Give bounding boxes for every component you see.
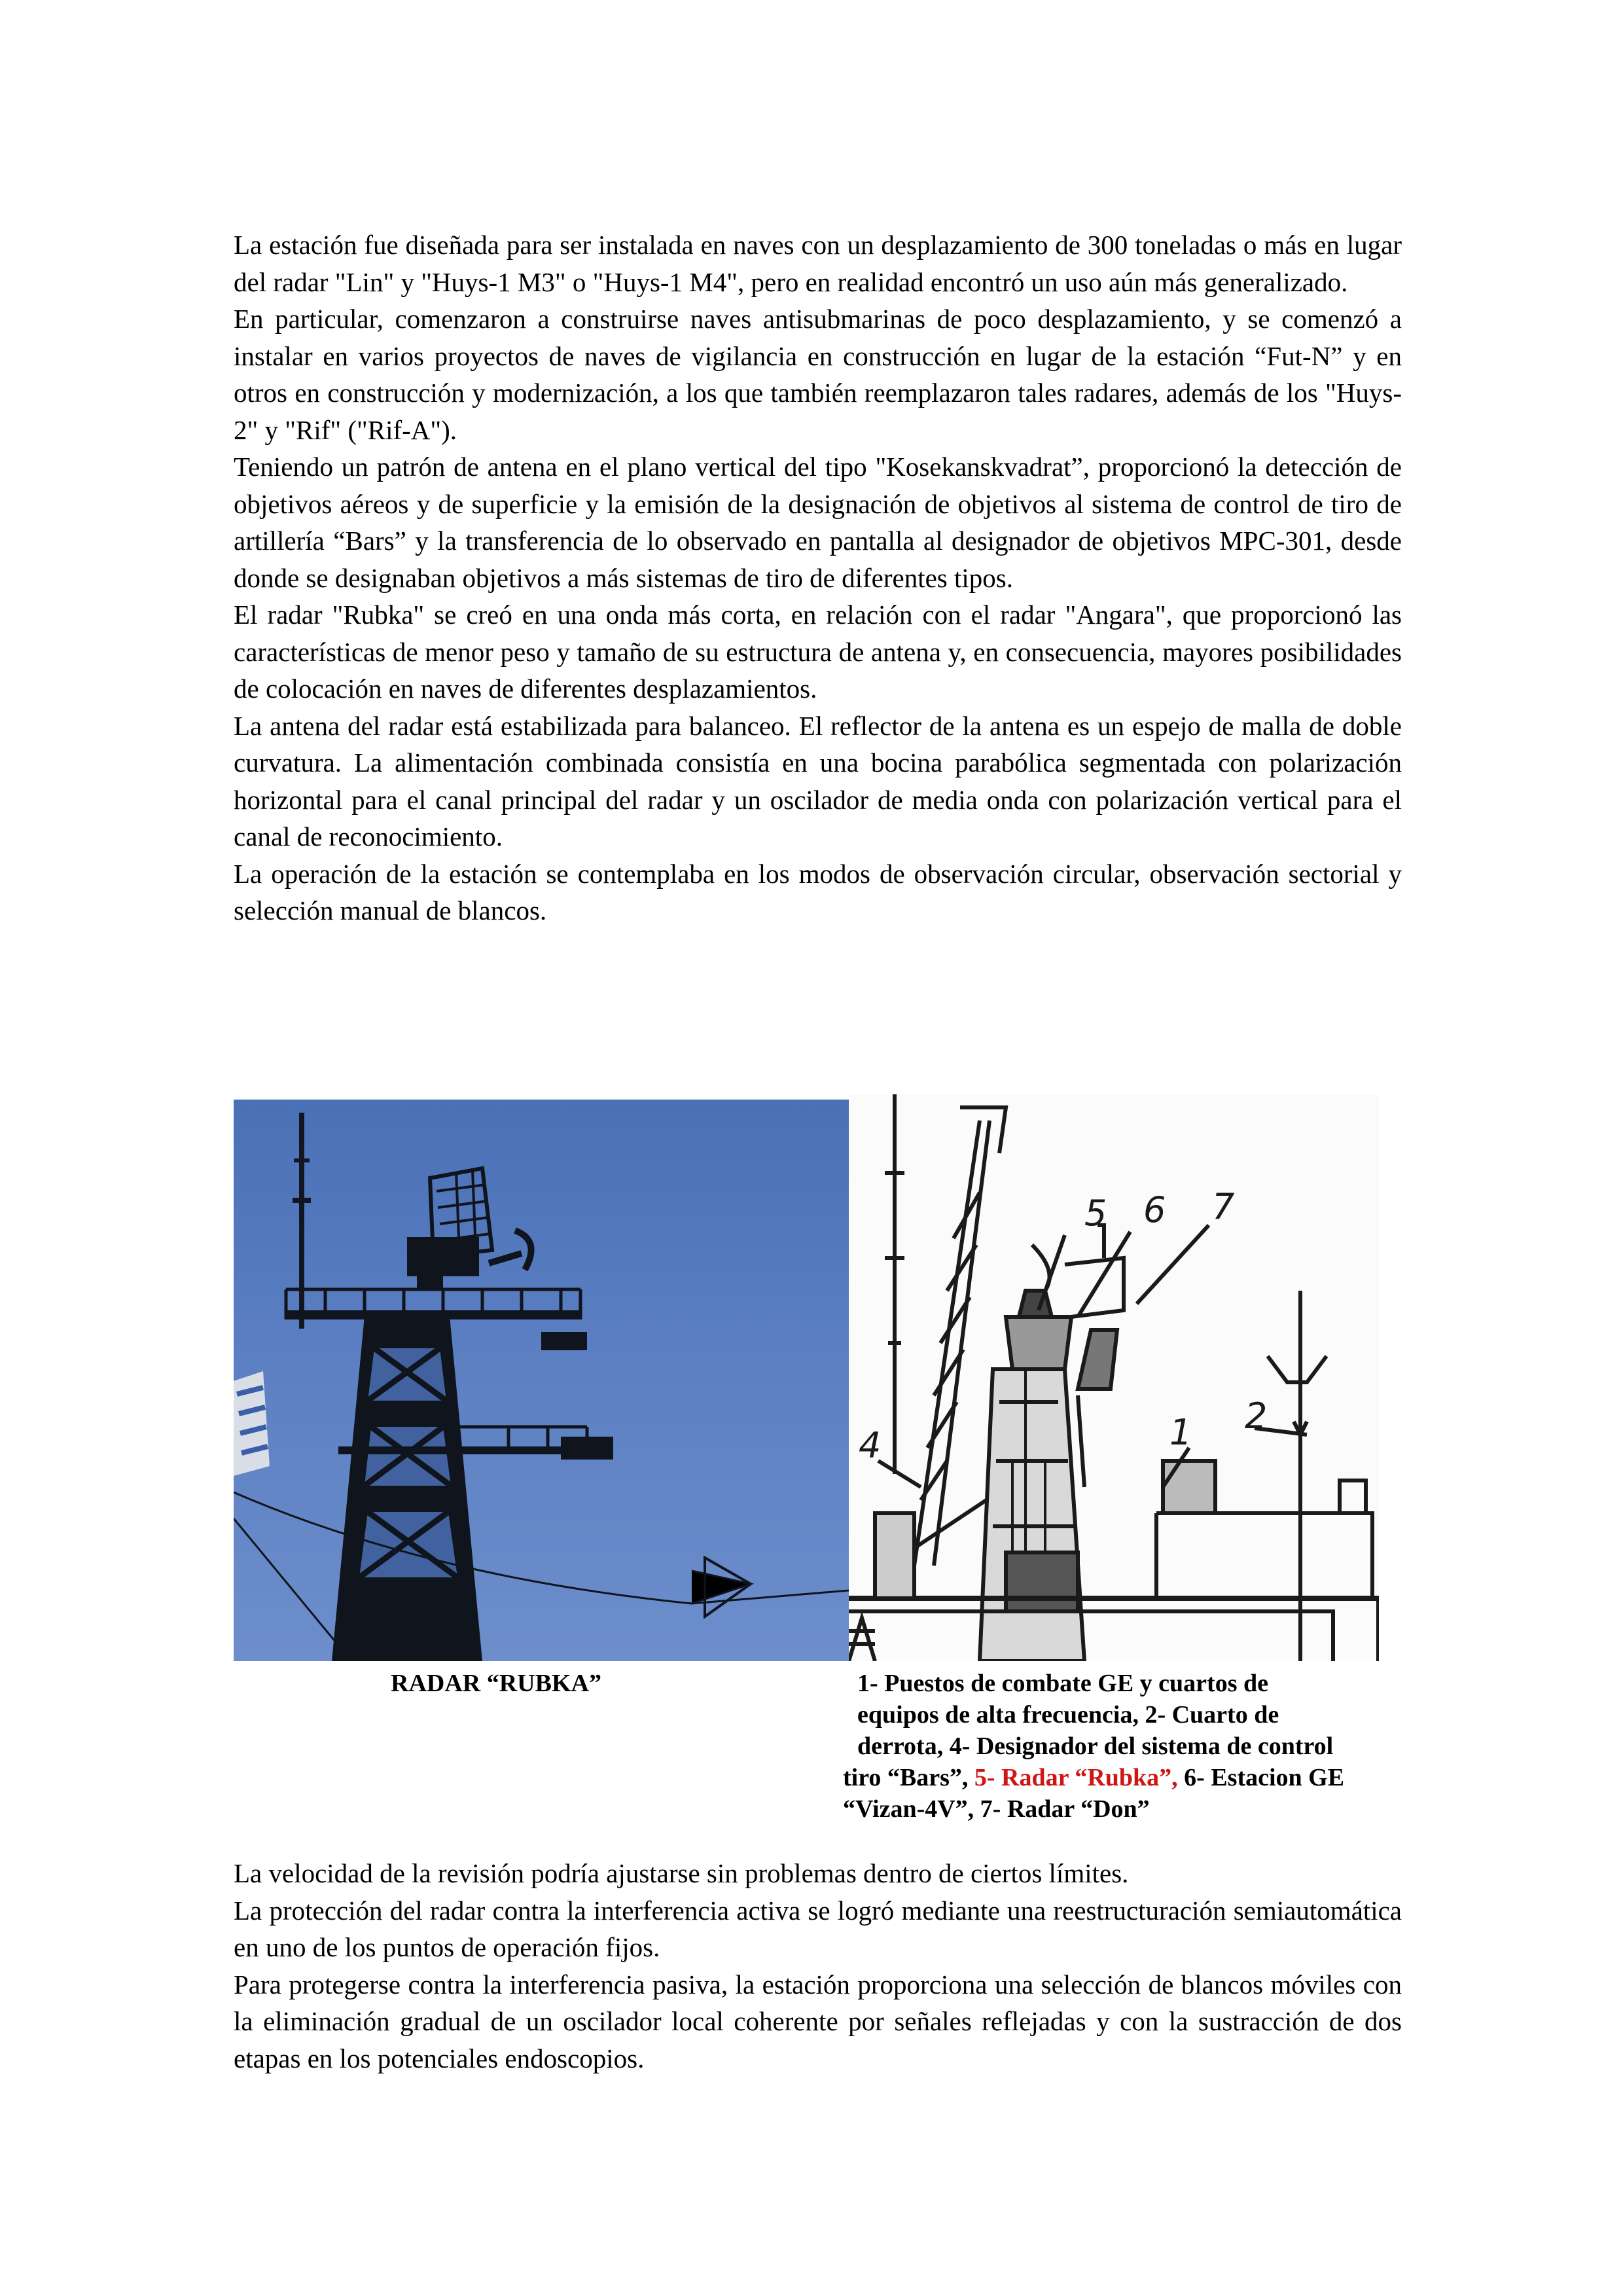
paragraph: El radar "Rubka" se creó en una onda más corta, en relación con el radar "Angara", que proporcionó las características de menor peso y tamaño de su estructura de antena y, en consecuencia, mayores posibilidades de colocación en naves de diferentes desplazamientos. bbox=[234, 600, 1402, 704]
legend-line: equipos de alta frecuencia, 2- Cuarto de bbox=[857, 1701, 1279, 1729]
legend-line bbox=[843, 1762, 1406, 1793]
drawing-label-6: 6 bbox=[1143, 1189, 1166, 1230]
mast-schematic-illustration bbox=[849, 1094, 1379, 1661]
paragraph: Teniendo un patrón de antena en el plano vertical del tipo "Kosekanskvadrat”, proporcionó la detección de objetivos aéreos y de superficie y la emisión de la designación de objetivos al sistema de control de tiro de artillería “Bars” y la transferencia de lo observado en pantalla al designador de objetivos MPC-301, desde donde se designaban objetivos a más sistemas de tiro de diferentes tipos. bbox=[234, 452, 1402, 593]
paragraph: La protección del radar contra la interferencia activa se logró mediante una reestructuración semiautomática en uno de los puntos de operación fijos. bbox=[234, 1895, 1402, 1962]
paragraph: En particular, comenzaron a construirse naves antisubmarinas de poco desplazamiento, y se comenzó a instalar en varios proyectos de naves de vigilancia en construcción en lugar de la estación “Fut-N” y en otros en construcción y modernización, a los que también reemplazaron tales radares, además de los "Huys-2" y "Rif" ("Rif-A"). bbox=[234, 304, 1402, 445]
legend-highlight-rubka: 5- Radar “Rubka”, bbox=[974, 1764, 1178, 1791]
drawing-label-5: 5 bbox=[1084, 1193, 1107, 1234]
drawing-label-7: 7 bbox=[1212, 1186, 1235, 1227]
paragraph: La velocidad de la revisión podría ajustarse sin problemas dentro de ciertos límites. bbox=[234, 1858, 1129, 1888]
radar-mast-photo bbox=[234, 1100, 849, 1661]
paragraph: La antena del radar está estabilizada para balanceo. El reflector de la antena es un espejo de malla de doble curvatura. La alimentación combinada consistía en una bocina parabólica segmentada con polarización horizontal para el canal principal del radar y un oscilador de media onda con polarización vertical para el canal de reconocimiento. bbox=[234, 710, 1402, 852]
drawing-label-4: 4 bbox=[859, 1425, 882, 1466]
legend-line: “Vizan-4V”, 7- Radar “Don” bbox=[843, 1795, 1150, 1823]
drawing-label-1: 1 bbox=[1169, 1412, 1192, 1453]
paragraph: La operación de la estación se contemplaba en los modos de observación circular, observación sectorial y selección manual de blancos. bbox=[234, 858, 1402, 925]
drawing-legend bbox=[843, 1668, 1406, 1825]
mast-photo-illustration bbox=[234, 1100, 849, 1661]
top-text-block bbox=[234, 226, 1402, 929]
paragraph: Para protegerse contra la interferencia pasiva, la estación proporciona una selección de blancos móviles con la eliminación gradual de un oscilador local coherente por señales reflejadas y con la sustracción de dos etapas en los potenciales endoscopios. bbox=[234, 1969, 1402, 2073]
legend-text: tiro “Bars”, bbox=[843, 1764, 974, 1791]
legend-text: 6- Estacion GE bbox=[1177, 1764, 1345, 1791]
legend-line: derrota, 4- Designador del sistema de control bbox=[857, 1732, 1334, 1760]
photo-caption: RADAR “RUBKA” bbox=[391, 1670, 601, 1697]
paragraph: La estación fue diseñada para ser instalada en naves con un desplazamiento de 300 toneladas o más en lugar del radar "Lin" y "Huys-1 M3" o "Huys-1 M4", pero en realidad encontró un uso aún más generalizado. bbox=[234, 230, 1402, 297]
mast-schematic-drawing bbox=[849, 1094, 1379, 1661]
drawing-label-2: 2 bbox=[1245, 1395, 1268, 1437]
bottom-text-block bbox=[234, 1855, 1402, 2077]
legend-line: 1- Puestos de combate GE y cuartos de bbox=[857, 1670, 1268, 1697]
